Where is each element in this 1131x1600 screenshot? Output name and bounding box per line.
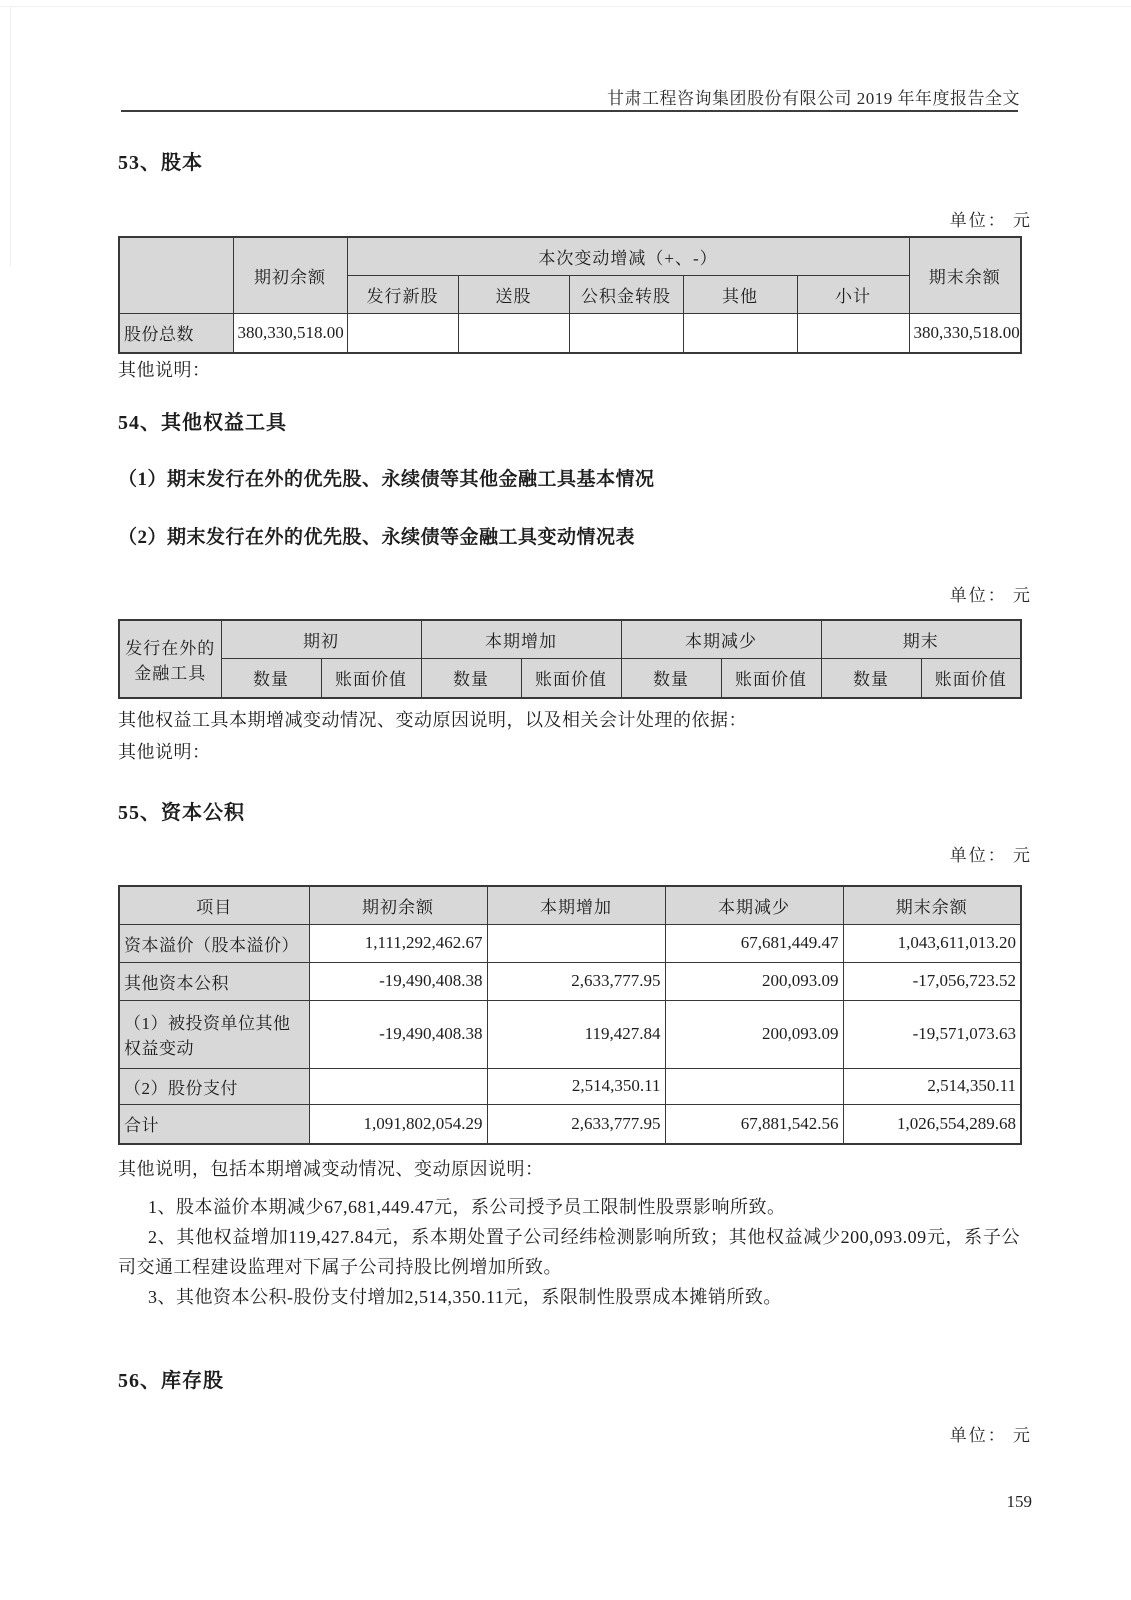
table-cell: -19,490,408.38: [309, 1000, 487, 1068]
table-cell: 1,111,292,462.67: [309, 924, 487, 962]
reserve-row-label: 其他资本公积: [119, 962, 309, 1000]
table-row: [119, 1104, 1021, 1144]
section-55-notes: [118, 1154, 1020, 1312]
section-53-title: 53、股本: [118, 152, 203, 174]
share-capital-table: [118, 236, 1022, 354]
header-divider: [121, 110, 1018, 112]
equity-table-subheader-book-value: 账面价值: [721, 658, 821, 698]
equity-table-group-decrease: 本期减少: [621, 620, 821, 658]
table-cell: -17,056,723.52: [843, 962, 1021, 1000]
table-cell: 2,514,350.11: [843, 1068, 1021, 1104]
section-56-unit-label: 单位： 元: [949, 1426, 1032, 1445]
reserve-row-label: （1）被投资单位其他权益变动: [119, 1000, 309, 1068]
share-table-final-header: 期末余额: [909, 237, 1021, 313]
equity-table-row-header: 发行在外的金融工具: [119, 620, 221, 698]
equity-table-subheader-quantity: 数量: [821, 658, 921, 698]
reserve-table-header-initial: 期初余额: [309, 886, 487, 924]
share-table-subheader-reserve-conversion: 公积金转股: [569, 275, 683, 313]
reserve-row-label: （2）股份支付: [119, 1068, 309, 1104]
share-table-change-group-header: 本次变动增减（+、-）: [347, 237, 909, 275]
scan-edge-top: [0, 6, 1131, 7]
table-cell: 67,881,542.56: [665, 1104, 843, 1144]
equity-table-subheader-book-value: 账面价值: [521, 658, 621, 698]
equity-table-subheader-book-value: 账面价值: [921, 658, 1021, 698]
equity-instruments-table: [118, 619, 1022, 699]
table-cell: 200,093.09: [665, 1000, 843, 1068]
table-row: [119, 1068, 1021, 1104]
note-item-2: 2、其他权益增加119,427.84元，系本期处置子公司经纬检测影响所致；其他权益减少200,093.09元，系子公司交通工程建设监理对下属子公司持股比例增加所致。: [118, 1227, 1020, 1277]
table-cell: [309, 1068, 487, 1104]
section-54-unit-label: 单位： 元: [949, 586, 1032, 605]
table-cell: [683, 313, 797, 353]
share-table-initial-header: 期初余额: [233, 237, 347, 313]
page-number: 159: [1006, 1492, 1032, 1511]
section-53-note: 其他说明：: [118, 360, 211, 380]
share-table-subheader-new-issue: 发行新股: [347, 275, 458, 313]
equity-table-subheader-book-value: 账面价值: [321, 658, 421, 698]
table-cell: [487, 924, 665, 962]
equity-table-group-final: 期末: [821, 620, 1021, 658]
equity-table-subheader-quantity: 数量: [221, 658, 321, 698]
section-54-title: 54、其他权益工具: [118, 412, 287, 434]
equity-table-group-initial: 期初: [221, 620, 421, 658]
section-54-other-note: 其他说明：: [118, 742, 211, 762]
table-cell: 67,681,449.47: [665, 924, 843, 962]
note-item-3: 3、其他资本公积-股份支付增加2,514,350.11元，系限制性股票成本摊销所致。: [148, 1287, 782, 1307]
table-row: [119, 924, 1021, 962]
equity-table-subheader-quantity: 数量: [421, 658, 521, 698]
table-cell: 1,043,611,013.20: [843, 924, 1021, 962]
section-55-unit-label: 单位： 元: [949, 846, 1032, 865]
section-54-subheading-2: （2）期末发行在外的优先股、永续债等金融工具变动情况表: [118, 527, 636, 548]
reserve-table-header-item: 项目: [119, 886, 309, 924]
capital-reserve-table: [118, 885, 1022, 1145]
note-item-1: 1、股本溢价本期减少67,681,449.47元，系公司授予员工限制性股票影响所致。: [148, 1197, 786, 1217]
share-table-final-value: 380,330,518.00: [909, 313, 1021, 353]
section-53-unit-label: 单位： 元: [949, 211, 1032, 230]
section-54-subheading-1: （1）期末发行在外的优先股、永续债等其他金融工具基本情况: [118, 469, 655, 490]
table-cell: 2,514,350.11: [487, 1068, 665, 1104]
table-cell: [347, 313, 458, 353]
table-cell: [665, 1068, 843, 1104]
section-56-title: 56、库存股: [118, 1370, 224, 1392]
table-row: [119, 962, 1021, 1000]
table-cell: 119,427.84: [487, 1000, 665, 1068]
reserve-table-header-increase: 本期增加: [487, 886, 665, 924]
scan-edge-left: [10, 6, 11, 266]
table-cell: [458, 313, 569, 353]
notes-intro: 其他说明，包括本期增减变动情况、变动原因说明：: [118, 1159, 544, 1179]
table-cell: -19,571,073.63: [843, 1000, 1021, 1068]
reserve-row-label: 资本溢价（股本溢价）: [119, 924, 309, 962]
table-cell: 200,093.09: [665, 962, 843, 1000]
share-table-row-label: 股份总数: [119, 313, 233, 353]
share-table-corner-cell: [119, 237, 233, 313]
reserve-table-header-decrease: 本期减少: [665, 886, 843, 924]
equity-table-group-increase: 本期增加: [421, 620, 621, 658]
reserve-table-header-final: 期末余额: [843, 886, 1021, 924]
table-cell: -19,490,408.38: [309, 962, 487, 1000]
table-cell: 2,633,777.95: [487, 962, 665, 1000]
section-55-title: 55、资本公积: [118, 802, 245, 824]
table-cell: 2,633,777.95: [487, 1104, 665, 1144]
table-row: [119, 1000, 1021, 1068]
table-cell: [569, 313, 683, 353]
section-54-change-note: 其他权益工具本期增减变动情况、变动原因说明，以及相关会计处理的依据：: [118, 710, 747, 730]
share-table-subheader-subtotal: 小计: [797, 275, 909, 313]
page-header-title: 甘肃工程咨询集团股份有限公司 2019 年年度报告全文: [607, 89, 1020, 108]
reserve-total-row-label: 合计: [119, 1104, 309, 1144]
share-table-subheader-bonus: 送股: [458, 275, 569, 313]
equity-table-subheader-quantity: 数量: [621, 658, 721, 698]
table-cell: 1,026,554,289.68: [843, 1104, 1021, 1144]
table-cell: 1,091,802,054.29: [309, 1104, 487, 1144]
table-cell: [797, 313, 909, 353]
share-table-initial-value: 380,330,518.00: [233, 313, 347, 353]
share-table-subheader-other: 其他: [683, 275, 797, 313]
